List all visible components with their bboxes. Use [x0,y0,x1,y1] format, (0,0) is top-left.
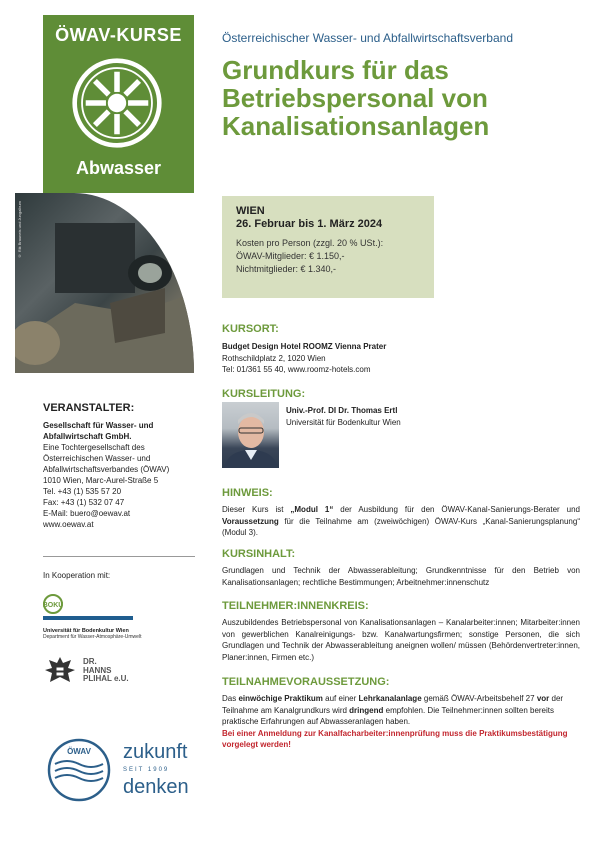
organizer-line: Abfallwirtschaftsverbandes (ÖWAV) [43,465,170,474]
sewer-photo [15,193,194,373]
instructor-photo [222,402,279,468]
divider [43,556,195,557]
voraussetzung-heading: TEILNAHMEVORAUSSETZUNG: [222,676,390,688]
praktikum-warning: Bei einer Anmeldung zur Kanalfacharbeiter:innenprüfung muss die Praktikumsbestätigung vorgelegt werden! [222,728,568,749]
event-costs [236,237,420,276]
boku-logo-block [43,594,193,640]
hinweis-text: Dieser Kurs ist „Modul 1“ der Ausbildung für den ÖWAV-Kanal-Sanierungs-Berater und Voraussetzung für die Teilnahme am (zweiwöchigen) ÖWAV-Kurs „Kanal-Sanierungsplanung“ (Modul 3). [222,505,580,537]
event-info-box [222,196,434,298]
boku-department: Department für Wasser-Atmosphäre-Umwelt [43,634,142,640]
manhole-cover-icon [71,57,163,149]
badge-title: ÖWAV-KURSE [55,25,182,45]
organizer-name-2: Abfallwirtschaft GmbH. [43,432,132,441]
venue-name: Budget Design Hotel ROOMZ Vienna Prater [222,342,387,351]
svg-text:ÖWAV: ÖWAV [67,747,91,756]
kursinhalt-heading: KURSINHALT: [222,548,296,560]
organizer-line: Eine Tochtergesellschaft des [43,443,145,452]
oewav-seal-icon [43,738,115,802]
organizer-address: 1010 Wien, Marc-Aurel-Straße 5 [43,476,159,485]
organizer-website[interactable]: www.oewav.at [43,520,94,529]
page-title: Grundkurs für das Betriebspersonal von Kanalisationsanlagen [222,55,490,141]
organizer-heading: VERANSTALTER: [43,402,135,414]
sewer-illustration [15,193,194,373]
boku-logo-icon [43,594,133,620]
cooperation-label: In Kooperation mit: [43,571,111,580]
kursleitung-heading: KURSLEITUNG: [222,388,306,400]
instructor-affiliation: Universität für Bodenkultur Wien [286,418,401,427]
footer-zukunft: zukunft [123,741,188,763]
footer-seit: SEIT 1909 [123,767,170,773]
boku-logo-text: BOKU [43,602,64,609]
organization-name: Österreichischer Wasser- und Abfallwirtschaftsverband [222,31,513,45]
cost-nonmembers: Nichtmitglieder: € 1.340,- [236,264,337,274]
organizer-fax: Fax: +43 (1) 532 07 47 [43,498,125,507]
venue-address: Rothschildplatz 2, 1020 Wien [222,353,326,363]
section-teilnehmerkreis [222,600,580,663]
venue-contact[interactable]: Tel: 01/361 55 40, www.roomz-hotels.com [222,365,371,374]
organizer-block [43,402,195,530]
badge-subtitle: Abwasser [75,158,162,178]
section-kursleitung [222,388,580,478]
cost-members: ÖWAV-Mitglieder: € 1.150,- [236,251,345,261]
teilnehmer-heading: TEILNEHMER:INNENKREIS: [222,600,369,612]
section-teilnahmevoraussetzung [222,676,580,751]
oewav-footer-logo [43,738,203,803]
organizer-name-1: Gesellschaft für Wasser- und [43,421,154,430]
course-badge [43,15,194,193]
event-dates: 26. Februar bis 1. März 2024 [236,218,383,230]
instructor-name: Univ.-Prof. DI Dr. Thomas Ertl [286,406,398,415]
section-hinweis [222,487,580,539]
organizer-phone: Tel. +43 (1) 535 57 20 [43,487,122,496]
plihal-name: DR. HANNS PLIHAL e.U. [83,657,129,683]
plihal-logo-block [43,654,193,688]
cost-label: Kosten pro Person (zzgl. 20 % USt.): [236,238,384,248]
footer-denken: denken [123,776,189,798]
person-portrait-icon [222,402,279,468]
voraussetzung-text: Das einwöchige Praktikum auf einer Lehrkanalanlage gemäß ÖWAV-Arbeitsbehelf 27 vor der Teilnahme am Kanalgrundkurs wird dringend empfohlen. Die Teilnehmer:innen sollten bereits praktische Erfahrungen auf Abwasseranlagen haben. [222,694,564,726]
organizer-email[interactable]: E-Mail: buero@oewav.at [43,509,131,518]
photo-credit: © Rik Brauneis und Jungalbum [17,201,22,259]
boku-name: Universität für Bodenkultur Wien [43,628,129,634]
kursort-heading: KURSORT: [222,323,279,335]
section-kursort [222,323,580,376]
hinweis-heading: HINWEIS: [222,487,273,499]
section-kursinhalt [222,548,580,588]
organizer-line: Österreichischen Wasser- und [43,454,151,463]
eagle-coat-of-arms-icon [43,654,77,688]
teilnehmer-text: Auszubildendes Betriebspersonal von Kanalisationsanlagen – Kanalarbeiter:innen; Mitarbeiter:innen von gewerblichen Kanalreinigungs- bzw. Kanalwartungsfirmen; sonstige Personen, die sich Grundlagen und Technik der Abwasserableitung aneignen wollen/ müssen (Behördenvertreter:innen, Planer:innen, Firmen etc.) [222,618,580,662]
event-city: WIEN [236,205,265,217]
kursinhalt-text: Grundlagen und Technik der Abwasserableitung; Grundkenntnisse für den Betrieb von Kanalisationsanlagen; rechtliche Bestimmungen; Arbeitnehmer:innenschutz [222,566,580,587]
